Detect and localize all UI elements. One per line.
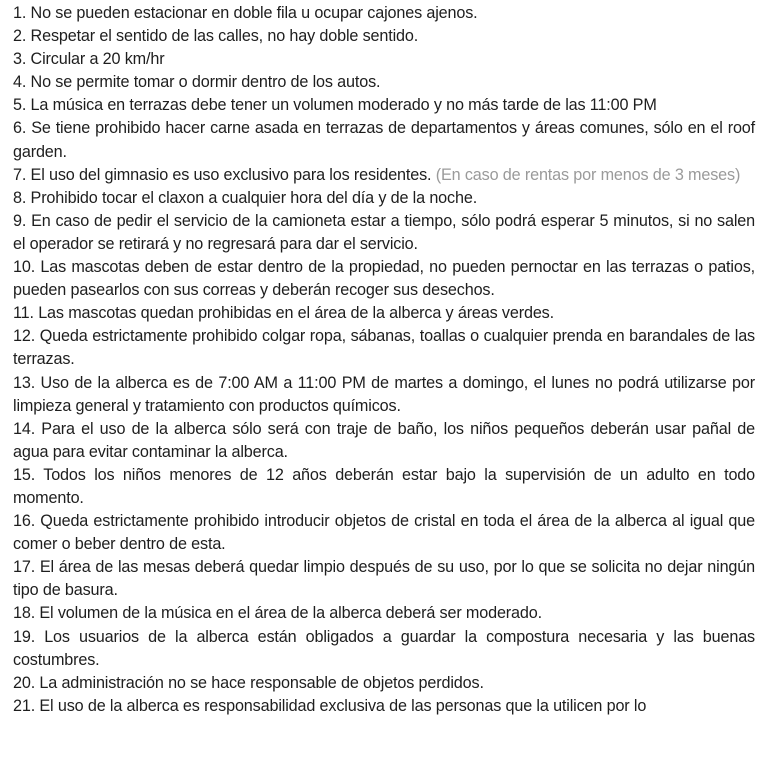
rule-item-13: 13. Uso de la alberca es de 7:00 AM a 11:00 PM de martes a domingo, el lunes no podrá utilizarse por limpieza general y tratamiento con productos químicos. (13, 373, 755, 415)
rule-item-20: 20. La administración no se hace responsable de objetos perdidos. (13, 673, 484, 692)
rule-item-4: 4. No se permite tomar o dormir dentro de los autos. (13, 73, 381, 92)
rule-item-15: 15. Todos los niños menores de 12 años deberán estar bajo la supervisión de un adulto en todo momento. (13, 465, 755, 507)
rule-item-3: 3. Circular a 20 km/hr (13, 50, 165, 69)
rule-item-8: 8. Prohibido tocar el claxon a cualquier hora del día y de la noche. (13, 188, 478, 207)
rule-item-9: 9. En caso de pedir el servicio de la camioneta estar a tiempo, sólo podrá esperar 5 minutos, si no salen el operador se retirará y no regresará para dar el servicio. (13, 211, 755, 253)
rule-item-6: 6. Se tiene prohibido hacer carne asada en terrazas de departamentos y áreas comunes, sólo en el roof garden. (13, 119, 755, 161)
rule-item-1: 1. No se pueden estacionar en doble fila u ocupar cajones ajenos. (13, 4, 478, 22)
rule-item-16: 16. Queda estrictamente prohibido introducir objetos de cristal en toda el área de la alberca al igual que comer o beber dentro de esta. (13, 512, 755, 554)
rule-item-17: 17. El área de las mesas deberá quedar limpio después de su uso, por lo que se solicita no dejar ningún tipo de basura. (13, 558, 755, 600)
rule-item-11: 11. Las mascotas quedan prohibidas en el área de la alberca y áreas verdes. (13, 304, 554, 323)
rule-item-5: 5. La música en terrazas debe tener un volumen moderado y no más tarde de las 11:00 PM (13, 96, 657, 115)
rule-item-18: 18. El volumen de la música en el área de la alberca deberá ser moderado. (13, 604, 542, 623)
rule-item-14: 14. Para el uso de la alberca sólo será con traje de baño, los niños pequeños deberán usar pañal de agua para evitar contaminar la alberca. (13, 419, 755, 461)
rule-item-19: 19. Los usuarios de la alberca están obligados a guardar la compostura necesaria y las buenas costumbres. (13, 627, 755, 669)
rule-item-7-text: 7. El uso del gimnasio es uso exclusivo para los residentes. (13, 165, 432, 184)
rule-item-12: 12. Queda estrictamente prohibido colgar ropa, sábanas, toallas o cualquier prenda en barandales de las terrazas. (13, 327, 755, 369)
rule-item-10: 10. Las mascotas deben de estar dentro de la propiedad, no pueden pernoctar en las terrazas o patios, pueden pasearlos con sus correas y deberán recoger sus desechos. (13, 258, 755, 300)
rule-item-21: 21. El uso de la alberca es responsabilidad exclusiva de las personas que la utilicen por lo (13, 696, 647, 715)
rule-item-2: 2. Respetar el sentido de las calles, no hay doble sentido. (13, 27, 419, 46)
rule-item-7-note: (En caso de rentas por menos de 3 meses) (435, 165, 741, 184)
rule-item-7 (13, 164, 755, 187)
